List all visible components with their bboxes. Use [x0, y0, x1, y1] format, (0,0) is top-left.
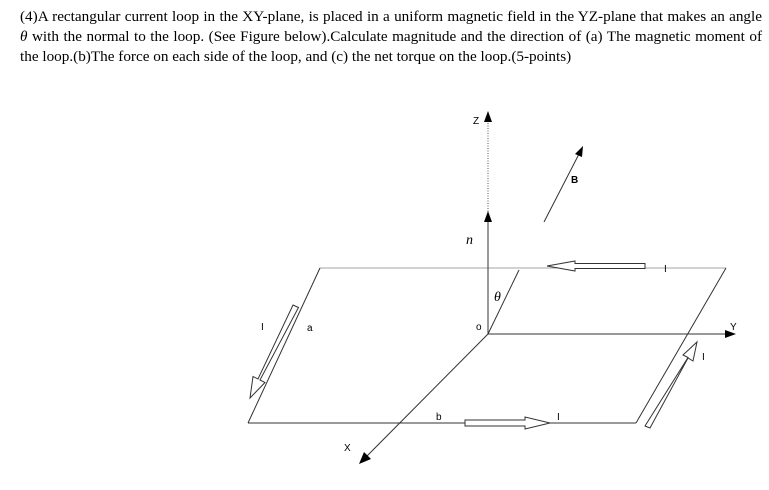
z-axis-arrowhead [484, 111, 492, 122]
theta-symbol: θ [20, 28, 28, 45]
current-label-bottom: I [557, 412, 560, 423]
side-b-label: b [436, 412, 442, 423]
field-direction-line [488, 270, 519, 334]
z-axis-label: Z [473, 116, 480, 127]
current-arrow-bottom [465, 417, 550, 429]
y-axis-label: Y [730, 322, 737, 333]
normal-arrowhead [484, 211, 492, 222]
current-loop [248, 268, 726, 423]
loop-left-edge [248, 268, 320, 423]
normal-label: n [466, 233, 473, 248]
current-arrow-left [250, 305, 299, 398]
loop-right-edge [636, 268, 726, 423]
field-label: B [571, 175, 579, 186]
current-label-top: I [664, 264, 667, 275]
question-part-1: (4)A rectangular current loop in the XY-plane, is placed in a uniform magnetic field in the YZ-plane that makes an angle [20, 8, 762, 25]
x-axis [359, 334, 488, 464]
current-label-left: I [261, 322, 264, 333]
question-part-2: with the normal to the loop. (See Figure below).Calculate magnitude and the direction of (a) The magnetic moment of the loop.(b)The force on each side of the loop, and (c) the net torque on the loop.(5-points) [20, 28, 762, 65]
x-axis-label: X [344, 443, 351, 454]
current-arrow-right [645, 342, 697, 428]
current-arrow-top [547, 261, 645, 271]
y-axis [488, 330, 736, 338]
side-a-label: a [307, 323, 313, 334]
b-arrowhead [575, 146, 583, 157]
theta-label: θ [494, 290, 501, 305]
normal-vector [484, 211, 492, 334]
current-label-right: I [702, 352, 705, 363]
origin-label: o [476, 322, 482, 333]
